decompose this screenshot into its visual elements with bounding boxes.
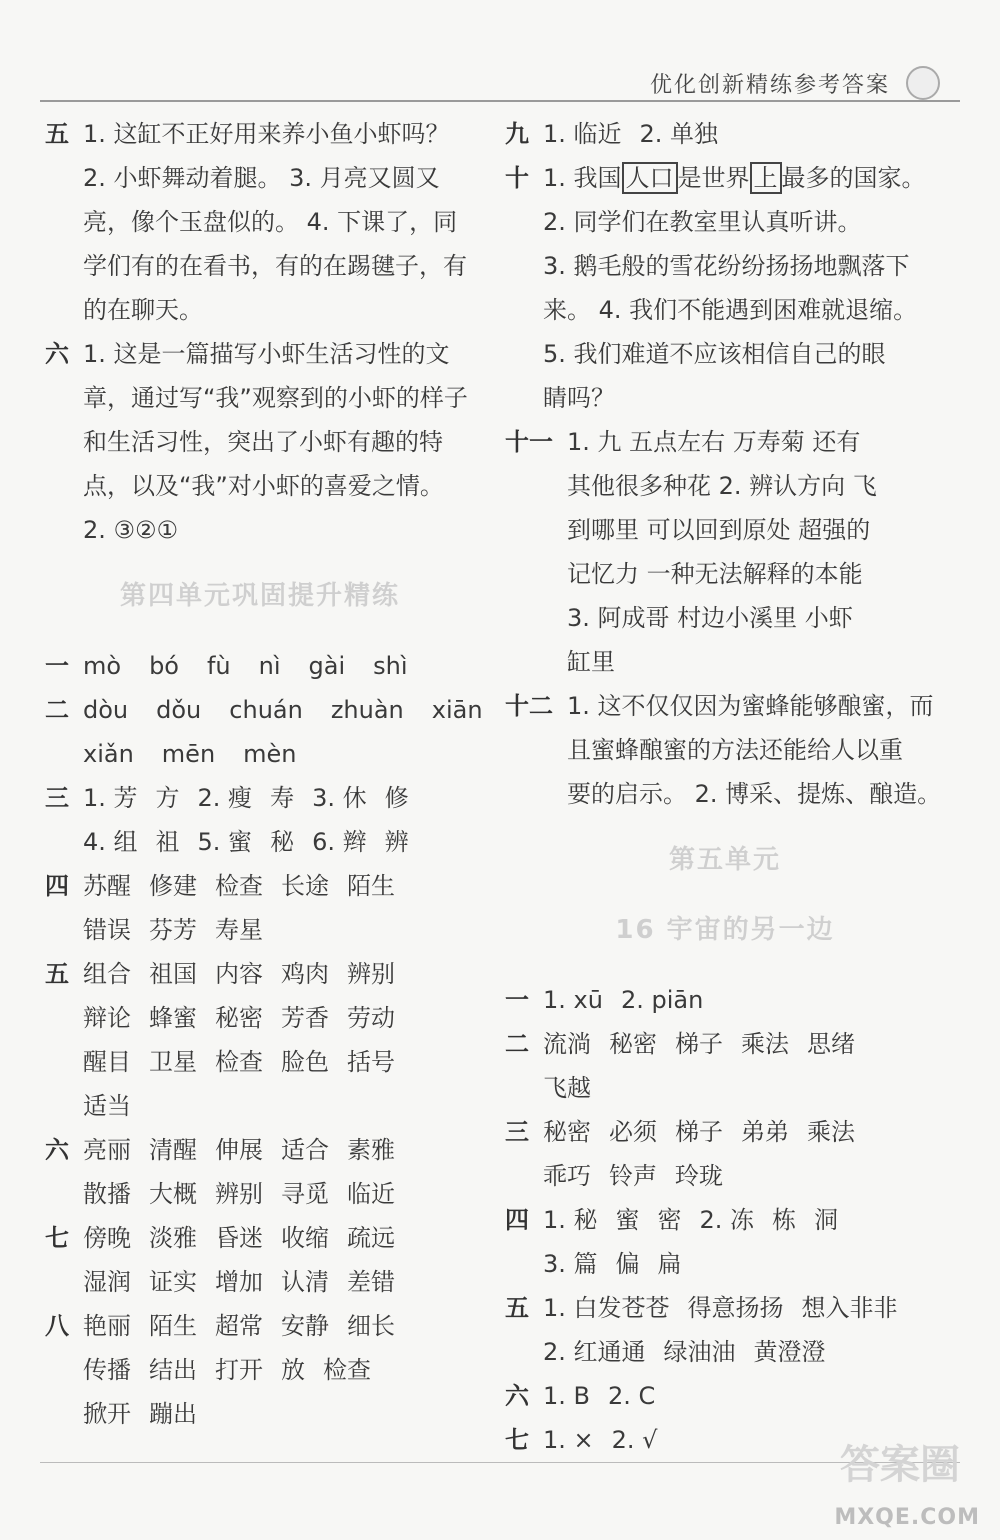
answer-word: 内容	[215, 960, 263, 988]
text-segment: 最多的国家。	[781, 164, 926, 192]
unit-title: 第五单元	[668, 845, 781, 875]
answer-word: 偏	[615, 1250, 640, 1278]
answer-2	[45, 688, 483, 776]
answer-3	[45, 776, 475, 864]
answer-word: 脸色	[281, 1048, 329, 1076]
answer-word: 2. 红通通	[543, 1338, 646, 1366]
item-marker: 二	[45, 696, 69, 724]
item-marker: 三	[505, 1118, 529, 1146]
text-line: 1. 这不仅仅因为蜜蜂能够酿蜜，而	[567, 692, 934, 720]
answer-jiu	[505, 112, 945, 156]
text-line: 来。 4. 我们不能遇到困难就退缩。	[543, 296, 918, 324]
answer-word: 绿油油	[663, 1338, 736, 1366]
text-line: 2. 同学们在教室里认真听讲。	[543, 208, 862, 236]
answer-word: 2. piān	[620, 986, 704, 1014]
answer-word: 得意扬扬	[687, 1294, 784, 1322]
answer-word: 1. 白发苍苍	[543, 1294, 670, 1322]
answer-word: 傍晚	[83, 1224, 131, 1252]
answer-word: 洞	[814, 1206, 839, 1234]
pinyin: mèn	[243, 740, 297, 768]
answer-word: 想入非非	[801, 1294, 898, 1322]
item-marker: 五	[45, 120, 69, 148]
answer-word: 芳香	[281, 1004, 329, 1032]
answer-word: 检查	[323, 1356, 371, 1384]
text-line: 2. ③②①	[83, 516, 179, 544]
answer-word: 鸡肉	[281, 960, 329, 988]
answer-word: 必须	[609, 1118, 657, 1146]
text-line: 1. 九 五点左右 万寿菊 还有	[567, 428, 861, 456]
text-line: 2. 小虾舞动着腿。 3. 月亮又圆又	[83, 164, 440, 192]
text-line: 学们有的在看书，有的在踢毽子，有	[83, 252, 467, 280]
answer-word: 辨别	[347, 960, 395, 988]
pinyin: dǒu	[156, 696, 202, 724]
answer-8	[45, 1304, 475, 1436]
answer-word: 苏醒	[83, 872, 131, 900]
text-line: 3. 阿成哥 村边小溪里 小虾	[567, 604, 853, 632]
answer-word: 梯子	[675, 1118, 723, 1146]
item-marker: 九	[505, 120, 529, 148]
answer-word: 秘密	[215, 1004, 263, 1032]
answer-shiyi	[505, 420, 945, 684]
answer-word: 辨别	[215, 1180, 263, 1208]
answer-r5	[505, 1286, 945, 1374]
answer-7	[45, 1216, 475, 1304]
pinyin: gài	[308, 652, 346, 680]
text-line: 的在聊天。	[83, 296, 203, 324]
answer-word: 铃声	[609, 1162, 657, 1190]
pinyin: chuán	[229, 696, 303, 724]
answer-word: 修建	[149, 872, 197, 900]
answer-word: 淡雅	[149, 1224, 197, 1252]
answer-word: 亮丽	[83, 1136, 131, 1164]
answer-word: 陌生	[347, 872, 395, 900]
answer-word: 长途	[281, 872, 329, 900]
answer-word: 1. ×	[543, 1426, 594, 1454]
pinyin: nì	[258, 652, 281, 680]
answer-word: 卫星	[149, 1048, 197, 1076]
answer-word: 辩论	[83, 1004, 131, 1032]
answer-word: 密	[657, 1206, 682, 1234]
answer-word: 乘法	[807, 1118, 855, 1146]
answer-word: 扁	[657, 1250, 682, 1278]
answer-word: 结出	[149, 1356, 197, 1384]
answer-word: 梯子	[675, 1030, 723, 1058]
text-line: 章，通过写“我”观察到的小虾的样子	[83, 384, 468, 412]
answer-liu	[45, 332, 475, 552]
answer-word: 5. 蜜	[197, 828, 253, 856]
text-segment: 1. 我国	[543, 164, 622, 192]
answer-word: 疏远	[347, 1224, 395, 1252]
answer-word: 1. B	[543, 1382, 590, 1410]
answer-4	[45, 864, 475, 952]
text-line: 其他很多种花 2. 辨认方向 飞	[567, 472, 877, 500]
item-marker: 一	[505, 986, 529, 1014]
text-line: 和生活习性，突出了小虾有趣的特	[83, 428, 443, 456]
answer-5	[45, 952, 475, 1128]
answer-word: 认清	[281, 1268, 329, 1296]
answer-word: 检查	[215, 872, 263, 900]
pinyin: shì	[373, 652, 408, 680]
answer-r6	[505, 1374, 945, 1418]
item-marker: 五	[505, 1294, 529, 1322]
pinyin: xiǎn	[83, 740, 134, 768]
section-title: 第四单元巩固提升精练	[119, 581, 400, 611]
answer-word: 适合	[281, 1136, 329, 1164]
answer-word: 祖国	[149, 960, 197, 988]
item-marker: 三	[45, 784, 69, 812]
answer-word: 4. 组	[83, 828, 138, 856]
answer-wu	[45, 112, 475, 332]
item-marker: 六	[45, 340, 69, 368]
item-marker: 二	[505, 1030, 529, 1058]
answer-word: 清醒	[149, 1136, 197, 1164]
answer-word: 3. 篇	[543, 1250, 598, 1278]
answer-word: 打开	[215, 1356, 263, 1384]
answer-word: 1. 秘	[543, 1206, 598, 1234]
pinyin: mò	[83, 652, 122, 680]
answer-word: 醒目	[83, 1048, 131, 1076]
answer-word: 陌生	[149, 1312, 197, 1340]
answer-word: 黄澄澄	[753, 1338, 826, 1366]
answer-word: 素雅	[347, 1136, 395, 1164]
answer-word: 1. 临近	[543, 120, 622, 148]
text-line: 睛吗？	[543, 384, 615, 412]
answer-r4	[505, 1198, 945, 1286]
page-header	[40, 60, 960, 102]
answer-r1	[505, 978, 945, 1022]
answer-word: 辨	[384, 828, 409, 856]
answer-word: 安静	[281, 1312, 329, 1340]
answer-word: 3. 休	[312, 784, 367, 812]
answer-word: 差错	[347, 1268, 395, 1296]
answer-word: 玲珑	[675, 1162, 723, 1190]
answer-word: 1. 芳	[83, 784, 138, 812]
answer-shier	[505, 684, 945, 816]
text-line: 1. 这是一篇描写小虾生活习性的文	[83, 340, 450, 368]
answer-word: 收缩	[281, 1224, 329, 1252]
answer-word: 放	[281, 1356, 305, 1384]
answer-word: 增加	[215, 1268, 263, 1296]
right-column	[505, 112, 945, 1462]
answer-word: 寻觅	[281, 1180, 329, 1208]
answer-word: 1. xū	[543, 986, 603, 1014]
text-line: 亮，像个玉盘似的。 4. 下课了，同	[83, 208, 458, 236]
answer-word: 临近	[347, 1180, 395, 1208]
answer-word: 乘法	[741, 1030, 789, 1058]
header-title: 优化创新精练参考答案	[649, 73, 890, 98]
text-line: 到哪里 可以回到原处 超强的	[567, 516, 871, 544]
answer-word: 流淌	[543, 1030, 591, 1058]
answer-word: 2. 瘦	[197, 784, 253, 812]
answer-word: 散播	[83, 1180, 131, 1208]
answer-word: 艳丽	[83, 1312, 131, 1340]
answer-word: 组合	[83, 960, 131, 988]
answer-word: 传播	[83, 1356, 131, 1384]
answer-word: 芬芳	[149, 916, 197, 944]
answer-word: 劳动	[347, 1004, 395, 1032]
answer-word: 6. 辫	[312, 828, 367, 856]
item-marker: 六	[505, 1382, 529, 1410]
item-marker: 五	[45, 960, 69, 988]
text-line: 5. 我们难道不应该相信自己的眼	[543, 340, 886, 368]
answer-word: 寿	[270, 784, 295, 812]
answer-word: 伸展	[215, 1136, 263, 1164]
text-line: 且蜜蜂酿蜜的方法还能给人以重	[567, 736, 903, 764]
answer-r3	[505, 1110, 945, 1198]
answer-word: 括号	[347, 1048, 395, 1076]
item-marker: 七	[505, 1426, 529, 1454]
ornament-icon	[906, 66, 940, 100]
boxed-word: 上	[750, 162, 782, 194]
answer-word: 方	[155, 784, 180, 812]
pinyin: xiān	[431, 696, 483, 724]
text-segment: 是世界	[677, 164, 750, 192]
answer-word: 秘密	[609, 1030, 657, 1058]
pinyin: bó	[149, 652, 179, 680]
item-marker: 四	[45, 872, 69, 900]
item-marker: 十	[505, 164, 529, 192]
left-column	[45, 112, 483, 1436]
answer-shi	[505, 156, 945, 420]
answer-word: 大概	[149, 1180, 197, 1208]
answer-word: 适当	[83, 1092, 131, 1120]
answer-word: 飞越	[543, 1074, 591, 1102]
item-marker: 四	[505, 1206, 529, 1234]
answer-word: 掀开	[83, 1400, 131, 1428]
answer-word: 蜜	[615, 1206, 640, 1234]
answer-word: 2. C	[608, 1382, 656, 1410]
answer-word: 蹦出	[149, 1400, 197, 1428]
pinyin: zhuàn	[330, 696, 404, 724]
pinyin: dòu	[83, 696, 129, 724]
answer-word: 祖	[155, 828, 180, 856]
answer-r2	[505, 1022, 945, 1110]
answer-word: 昏迷	[215, 1224, 263, 1252]
pinyin: fù	[206, 652, 231, 680]
text-line: 缸里	[567, 648, 615, 676]
watermark-url: MXQE.COM	[834, 1505, 980, 1530]
item-marker: 一	[45, 652, 69, 680]
answer-word: 细长	[347, 1312, 395, 1340]
text-line: 1. 这缸不正好用来养小鱼小虾吗？	[83, 120, 450, 148]
answer-word: 2. 单独	[639, 120, 719, 148]
answer-word: 修	[384, 784, 409, 812]
text-line: 点，以及“我”对小虾的喜爱之情。	[83, 472, 444, 500]
text-line: 要的启示。 2. 博采、提炼、酿造。	[567, 780, 942, 808]
answer-word: 湿润	[83, 1268, 131, 1296]
answer-word: 思绪	[807, 1030, 855, 1058]
answer-word: 错误	[83, 916, 131, 944]
item-marker: 八	[45, 1312, 69, 1340]
item-marker: 十二	[505, 692, 553, 720]
answer-word: 检查	[215, 1048, 263, 1076]
answer-word: 秘	[270, 828, 295, 856]
answer-1	[45, 644, 475, 688]
answer-word: 证实	[149, 1268, 197, 1296]
watermark-logo: 答案圈	[840, 1442, 960, 1488]
answer-word: 2. √	[611, 1426, 658, 1454]
answer-6	[45, 1128, 475, 1216]
answer-word: 弟弟	[741, 1118, 789, 1146]
item-marker: 七	[45, 1224, 69, 1252]
item-marker: 十一	[505, 428, 553, 456]
answer-word: 超常	[215, 1312, 263, 1340]
answer-word: 2. 冻	[699, 1206, 755, 1234]
text-line: 记忆力 一种无法解释的本能	[567, 560, 863, 588]
footer-divider	[40, 1462, 960, 1463]
answer-word: 栋	[772, 1206, 797, 1234]
pinyin: mēn	[161, 740, 216, 768]
text-line: 3. 鹅毛般的雪花纷纷扬扬地飘落下	[543, 252, 910, 280]
answer-word: 寿星	[215, 916, 263, 944]
answer-word: 乖巧	[543, 1162, 591, 1190]
item-marker: 六	[45, 1136, 69, 1164]
boxed-word: 人口	[622, 162, 678, 194]
answer-word: 秘密	[543, 1118, 591, 1146]
answer-word: 蜂蜜	[149, 1004, 197, 1032]
lesson-title: 16 宇宙的另一边	[615, 915, 835, 945]
